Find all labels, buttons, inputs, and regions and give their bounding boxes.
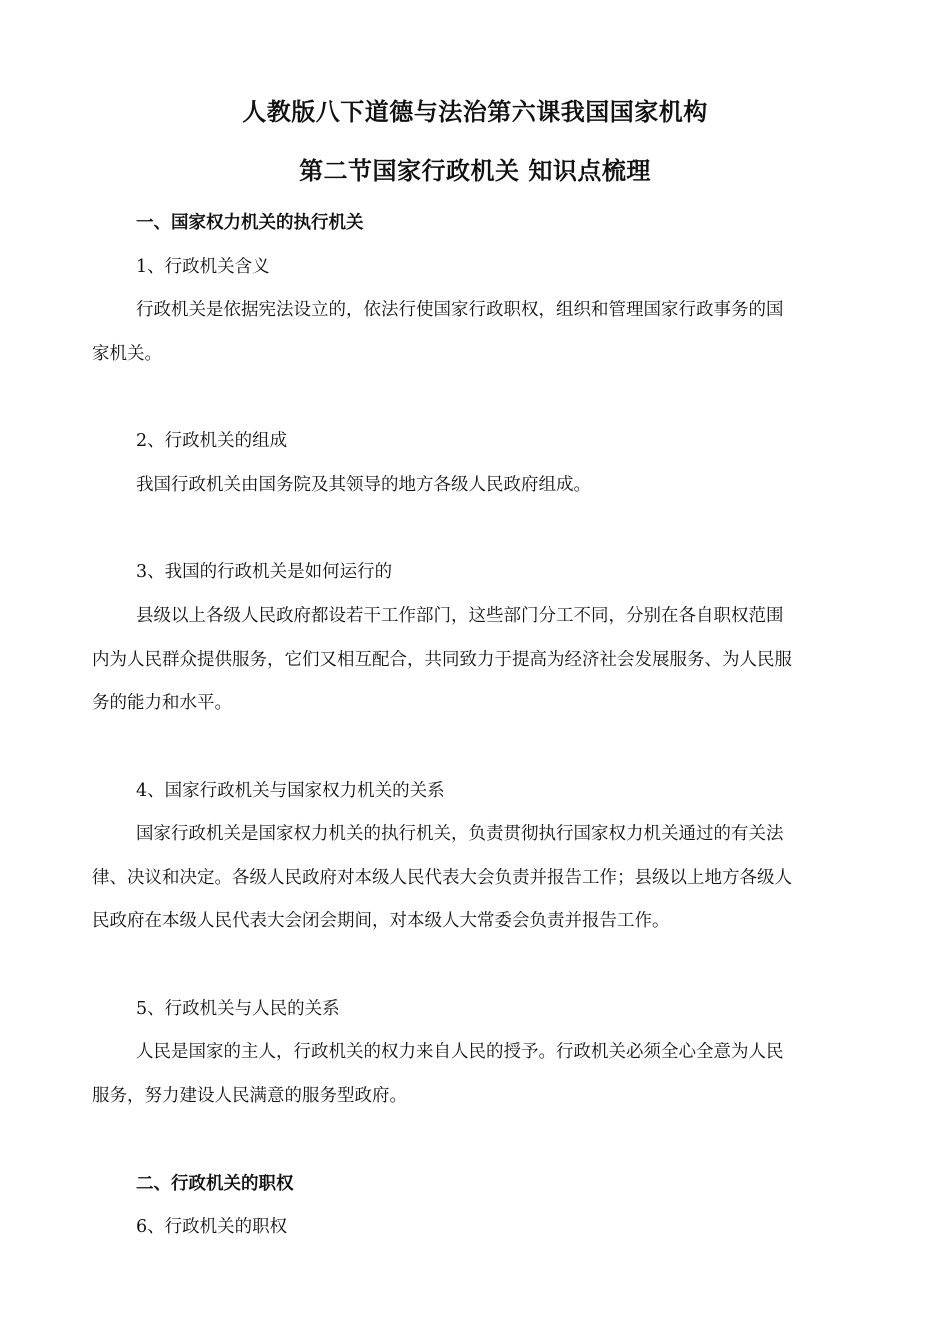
item-1-text-line-1: 行政机关是依据宪法设立的，依法行使国家行政职权，组织和管理国家行政事务的国 xyxy=(136,300,784,320)
item-5-heading: 5、行政机关与人民的关系 xyxy=(136,999,340,1019)
section-1-heading: 一、国家权力机关的执行机关 xyxy=(136,213,364,233)
item-3-heading: 3、我国的行政机关是如何运行的 xyxy=(136,562,393,582)
item-4-heading: 4、国家行政机关与国家权力机关的关系 xyxy=(136,781,445,801)
item-2-text-line-1: 我国行政机关由国务院及其领导的地方各级人民政府组成。 xyxy=(136,475,591,495)
item-4-text-line-2: 律、决议和决定。各级人民政府对本级人民代表大会负责并报告工作；县级以上地方各级人 xyxy=(92,868,792,888)
item-5-text-line-2: 服务，努力建设人民满意的服务型政府。 xyxy=(92,1086,407,1106)
document-title-line-2: 第二节国家行政机关 知识点梳理 xyxy=(299,156,651,185)
item-1-text-line-2: 家机关。 xyxy=(92,344,162,364)
item-3-text-line-1: 县级以上各级人民政府都设若干工作部门，这些部门分工不同，分别在各自职权范围 xyxy=(136,606,784,626)
item-3-text-line-2: 内为人民群众提供服务，它们又相互配合，共同致力于提高为经济社会发展服务、为人民服 xyxy=(92,650,792,670)
item-2-heading: 2、行政机关的组成 xyxy=(136,431,288,451)
item-4-text-line-3: 民政府在本级人民代表大会闭会期间，对本级人大常委会负责并报告工作。 xyxy=(92,911,670,931)
section-2-heading: 二、行政机关的职权 xyxy=(136,1174,294,1194)
item-6-heading: 6、行政机关的职权 xyxy=(136,1217,288,1237)
item-5-text-line-1: 人民是国家的主人，行政机关的权力来自人民的授予。行政机关必须全心全意为人民 xyxy=(136,1042,784,1062)
item-3-text-line-3: 务的能力和水平。 xyxy=(92,693,232,713)
item-4-text-line-1: 国家行政机关是国家权力机关的执行机关，负责贯彻执行国家权力机关通过的有关法 xyxy=(136,824,784,844)
document-title-line-1: 人教版八下道德与法治第六课我国国家机构 xyxy=(242,97,708,126)
item-1-heading: 1、行政机关含义 xyxy=(136,257,270,277)
